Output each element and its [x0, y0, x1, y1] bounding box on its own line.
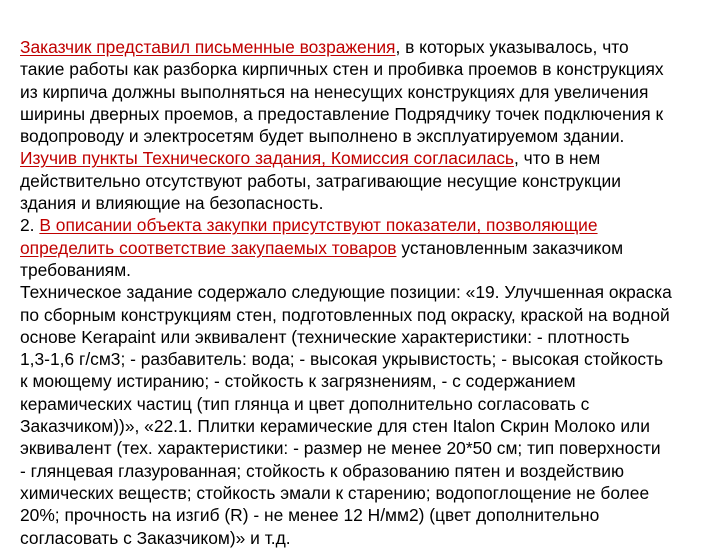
point2-number: 2.	[20, 215, 40, 236]
paragraph2-line3: здания и влияющие на безопасность.	[20, 193, 324, 214]
indicators-link-part2[interactable]: определить соответствие закупаемых товаров	[20, 237, 397, 258]
paragraph1-line1-rest: , в которых указывалось, что	[395, 37, 629, 57]
paragraph2-line1-rest: , что в нем	[513, 148, 601, 169]
paragraph3-line: согласовать с Заказчиком)» и т.д.	[20, 527, 291, 548]
point2-line2-rest: установленным заказчиком	[396, 237, 624, 258]
paragraph2-line1	[20, 147, 710, 169]
point2-line1	[20, 214, 710, 236]
document-body	[20, 36, 710, 549]
paragraph1-line4: ширины дверных проемов, а предоставление Подрядчику точек подключения к	[20, 103, 664, 124]
paragraph1-line3: из кирпича должны выполняться на ненесущих конструкциях для увеличения	[20, 81, 649, 102]
point2-line2	[20, 237, 710, 259]
paragraph3-line: химических веществ; стойкость эмали к старению; водопоглощение не более	[20, 482, 650, 503]
paragraph1-line5: водопроводу и электросетям будет выполнено в эксплуатируемом здании.	[20, 126, 625, 147]
paragraph3-line: эквивалент (тех. характеристики: - размер не менее 20*50 см; тип поверхности	[20, 438, 661, 459]
paragraph3-line: по сборным конструкциям стен, подготовленных под окраску, краской на водной	[20, 304, 670, 325]
point2-line3: требованиям.	[20, 259, 131, 280]
paragraph3-line: 20%; прочность на изгиб (R) - не менее 12 Н/мм2) (цвет дополнительно	[20, 505, 600, 526]
paragraph2-line2: действительно отсутствуют работы, затрагивающие несущие конструкции	[20, 170, 621, 191]
paragraph3-line: керамических частиц (тип глянца и цвет дополнительно согласовать с	[20, 393, 590, 414]
paragraph1-line2: такие работы как разборка кирпичных стен и пробивка проемов в конструкциях	[20, 59, 664, 80]
paragraph3-line: основе Kerapaint или эквивалент (технические характеристики: - плотность	[20, 326, 630, 347]
indicators-link-part1[interactable]: В описании объекта закупки присутствуют показатели, позволяющие	[39, 215, 598, 236]
commission-agreed-link[interactable]: Изучив пункты Технического задания, Комиссия согласилась	[20, 148, 514, 169]
paragraph3-line: Техническое задание содержало следующие позиции: «19. Улучшенная окраска	[20, 282, 672, 303]
paragraph1-line1	[20, 36, 710, 58]
objections-link[interactable]: Заказчик представил письменные возражения	[20, 37, 396, 57]
paragraph3-line: - глянцевая глазурованная; стойкость к образованию пятен и воздействию	[20, 460, 625, 481]
paragraph3-line: 1,3-1,6 г/см3; - разбавитель: вода; - высокая укрывистость; - высокая стойкость	[20, 349, 664, 370]
paragraph3-line: Заказчиком))», «22.1. Плитки керамические для стен Italon Скрин Молоко или	[20, 416, 650, 437]
paragraph3-line: к моющему истиранию; - стойкость к загрязнениям, - с содержанием	[20, 371, 576, 392]
